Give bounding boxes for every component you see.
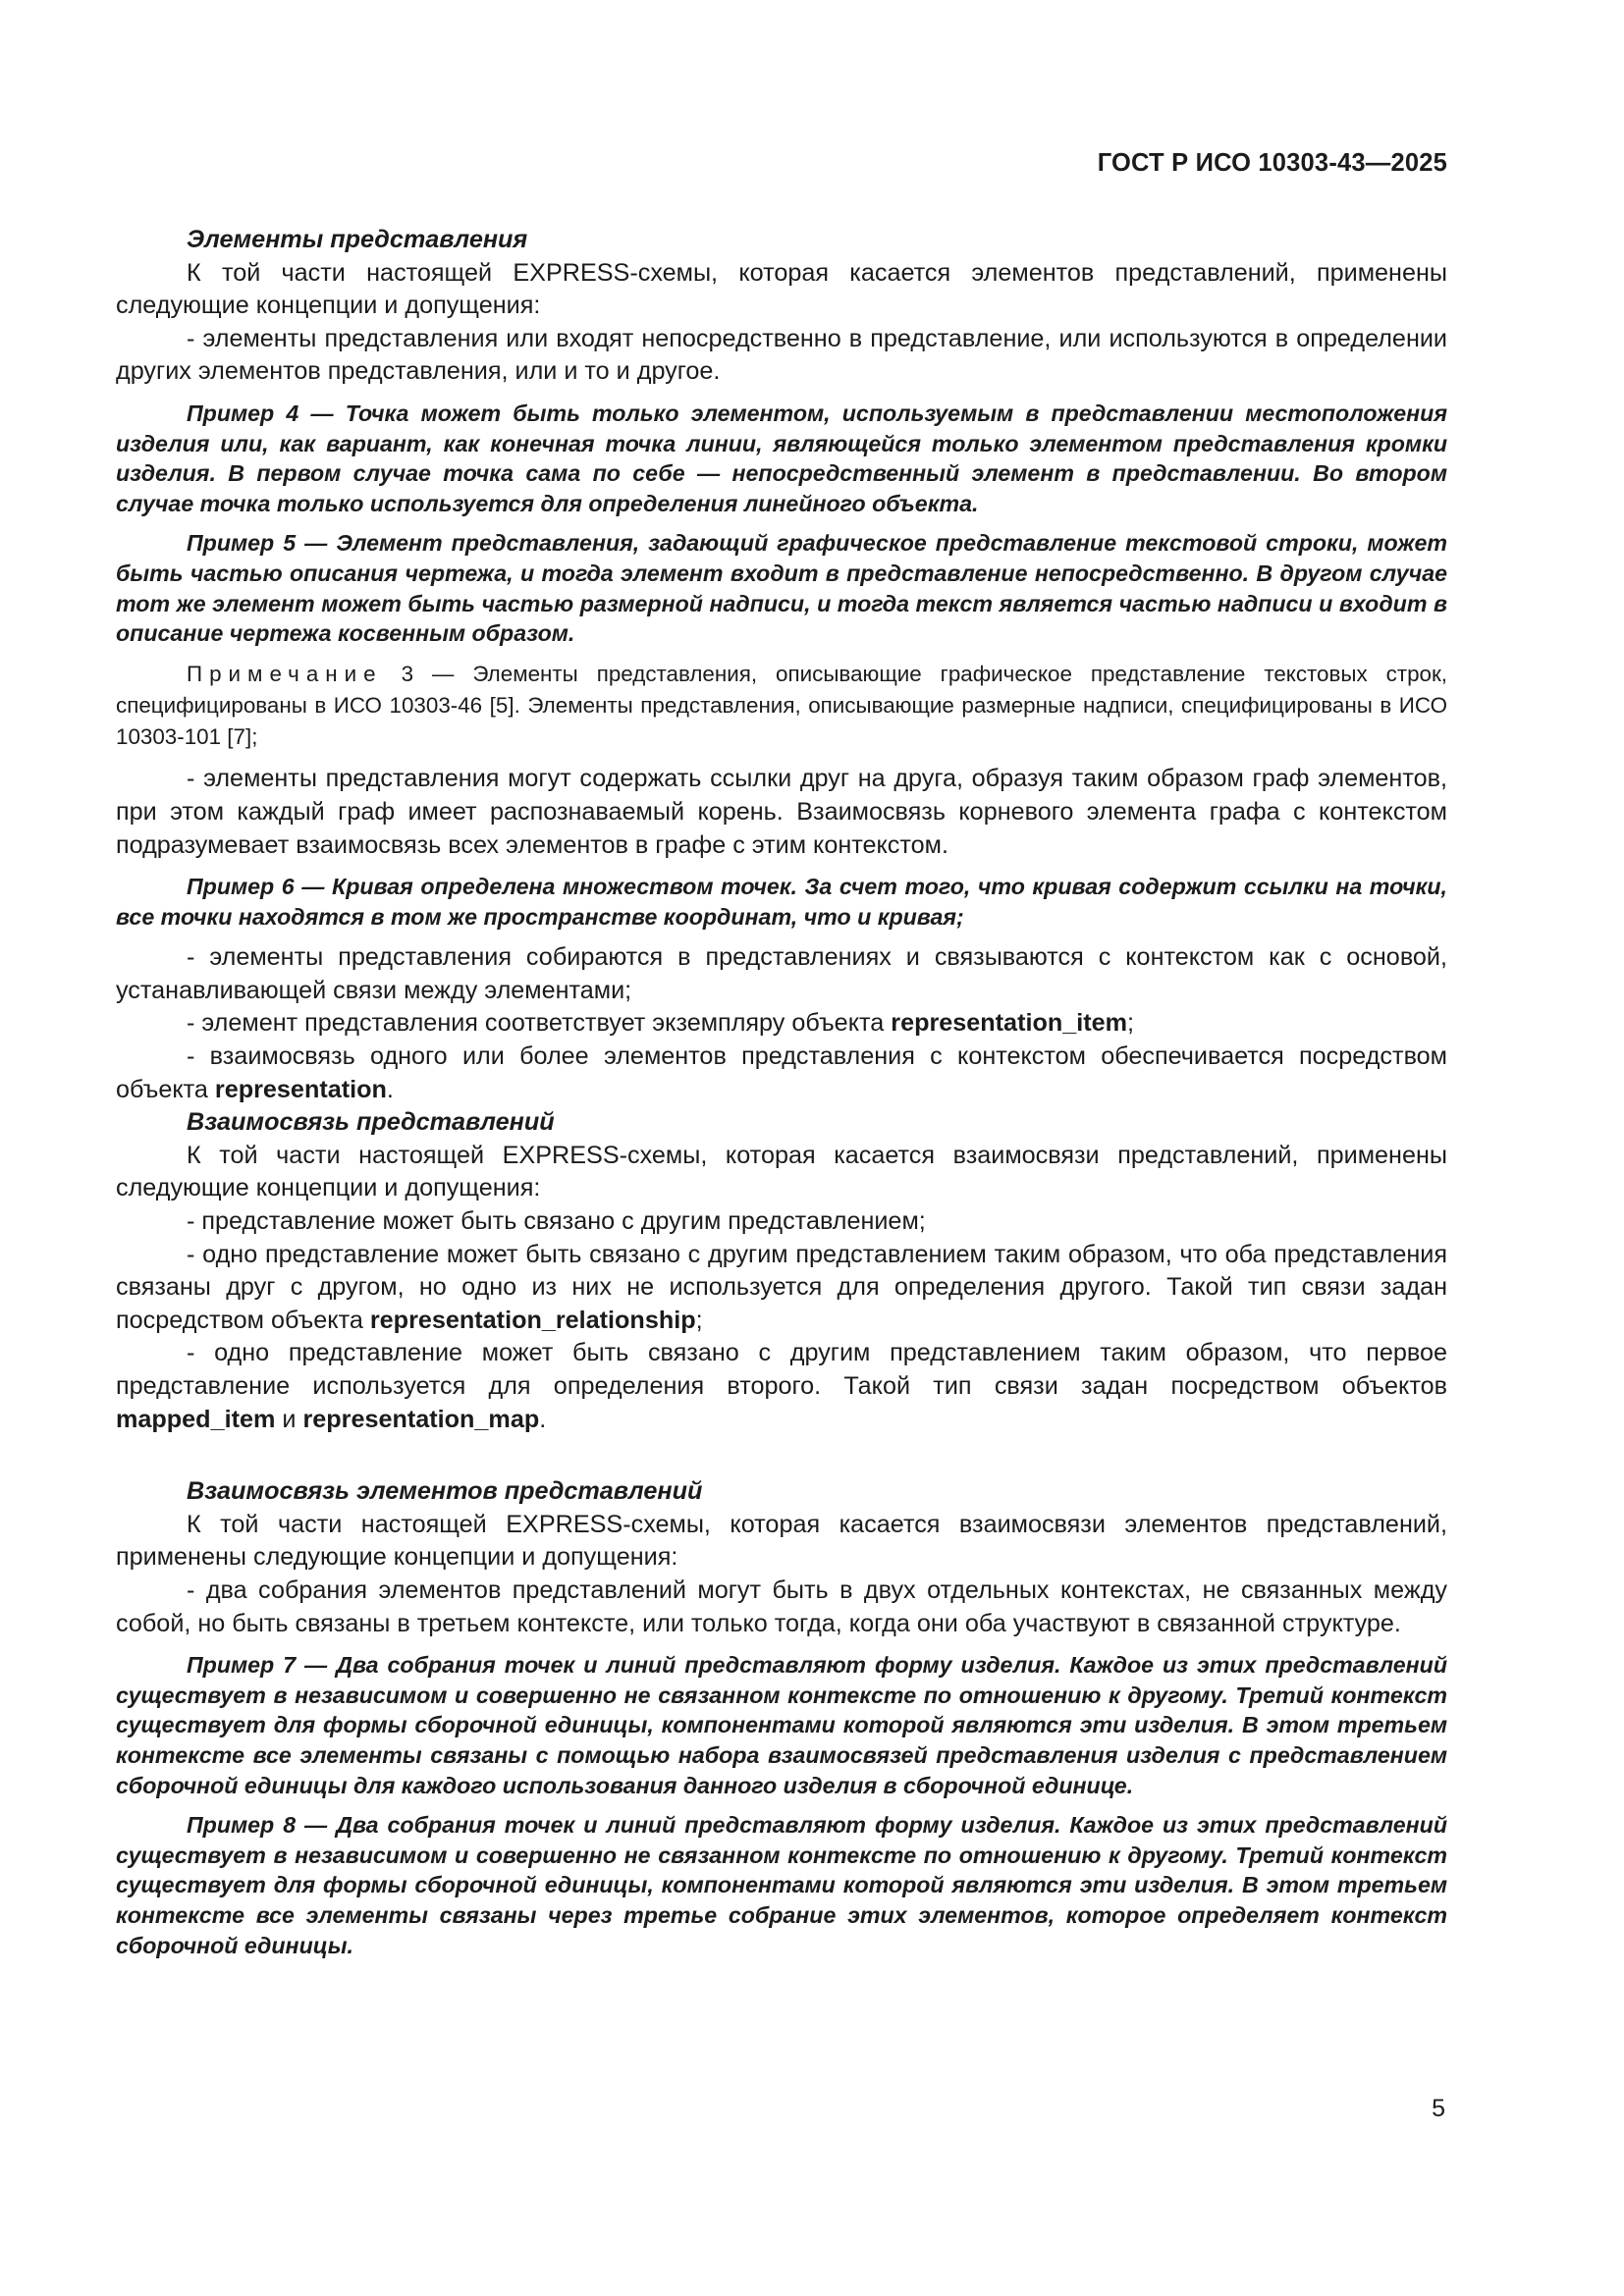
list-item — [116, 1041, 1447, 1106]
entity-term: representation — [214, 1075, 387, 1103]
example-5: Пример 5 — Элемент представления, задающий графическое представление текстовой строки, может быть частью описания чертежа, и тогда элемент входит в представление непосредственно. В другом случае тот же элемент может быть частью размерной надписи, и тогда текст является частью надписи и входит в описание чертежа косвенным образом. — [116, 530, 1447, 647]
section-title-elements: Элементы представления — [187, 226, 528, 253]
list-item-text: и — [275, 1405, 303, 1433]
example-8: Пример 8 — Два собрания точек и линий представляют форму изделия. Каждое из этих представлений существует в независимом и совершенно не связанном контексте по отношению к другому. Третий контекст существует для формы сборочной единицы, компонентами которой являются эти изделия. В этом третьем контексте все элементы связаны через третье собрание этих элементов, которое определяет контекст сборочной единицы. — [116, 1812, 1447, 1958]
list-item — [116, 1239, 1447, 1338]
list-item: - элементы представления или входят непосредственно в представление, или используются в определении других элементов представления, или и то и другое. — [116, 324, 1447, 386]
list-item-text: - взаимосвязь одного или более элементов представления с контекстом обеспечивается посредством объекта — [116, 1042, 1447, 1103]
entity-term: representation_item — [891, 1009, 1128, 1038]
list-item: - элементы представления собираются в представлениях и связываются с контекстом как с основой, устанавливающей связи между элементами; — [116, 943, 1447, 1004]
list-item-text: ; — [1127, 1009, 1135, 1038]
note-label: Примечание — [187, 661, 383, 686]
list-item-text: . — [386, 1075, 394, 1103]
example-6: Пример 6 — Кривая определена множеством точек. За счет того, что кривая содержит ссылки на точки, все точки находятся в том же пространстве координат, что и кривая; — [116, 874, 1447, 930]
list-item: - представление может быть связано с другим представлением; — [187, 1207, 926, 1236]
note-3 — [116, 659, 1447, 754]
section-title-item-relationships: Взаимосвязь элементов представлений — [187, 1477, 703, 1506]
list-item-text: . — [539, 1405, 547, 1433]
paragraph: К той части настоящей EXPRESS-схемы, которая касается элементов представлений, применены следующие концепции и допущения: — [116, 258, 1447, 320]
list-item-text: ; — [695, 1306, 703, 1334]
list-item — [116, 1337, 1447, 1436]
list-item: - два собрания элементов представлений могут быть в двух отдельных контекстах, не связанных между собой, но быть связаны в третьем контексте, или только тогда, когда они оба участвуют в связанной структуре. — [116, 1575, 1447, 1637]
list-item-text: - одно представление может быть связано с другим представлением таким образом, что первое представление используется для определения второго. Такой тип связи задан посредством объектов — [116, 1339, 1447, 1401]
paragraph: К той части настоящей EXPRESS-схемы, которая касается взаимосвязи представлений, применены следующие концепции и допущения: — [116, 1141, 1447, 1202]
list-item: - элементы представления могут содержать ссылки друг на друга, образуя таким образом граф элементов, при этом каждый граф имеет распознаваемый корень. Взаимосвязь корневого элемента графа с контекстом подразумевает взаимосвязь всех элементов в графе с этим контекстом. — [116, 765, 1447, 859]
note-text: 3 — Элементы представления, описывающие графическое представление текстовых строк, специфицированы в ИСО 10303-46 [5]. Элементы представления, описывающие размерные надписи, специфицированы в ИСО 10303-101 [7]; — [116, 661, 1447, 750]
example-4: Пример 4 — Точка может быть только элементом, используемым в представлении местоположения изделия или, как вариант, как конечная точка линии, являющейся только элементом представления кромки изделия. В первом случае точка сама по себе — непосредственный элемент в представлении. Во втором случае точка только используется для определения линейного объекта. — [116, 400, 1447, 516]
page-body — [116, 224, 1447, 1960]
list-item-text: - элемент представления соответствует экземпляру объекта — [187, 1009, 892, 1038]
section-title-relationships: Взаимосвязь представлений — [187, 1108, 555, 1137]
entity-term: mapped_item — [116, 1405, 276, 1433]
standard-designation: ГОСТ Р ИСО 10303-43—2025 — [1097, 149, 1447, 177]
entity-term: representation_map — [302, 1405, 540, 1433]
paragraph: К той части настоящей EXPRESS-схемы, которая касается взаимосвязи элементов представлений, применены следующие концепции и допущения: — [116, 1510, 1447, 1572]
example-7: Пример 7 — Два собрания точек и линий представляют форму изделия. Каждое из этих представлений существует в независимом и совершенно не связанном контексте по отношению к другому. Третий контекст существует для формы сборочной единицы, компонентами которой являются эти изделия. В этом третьем контексте все элементы связаны с помощью набора взаимосвязей представления изделия с представлением сборочной единицы для каждого использования данного изделия в сборочной единице. — [116, 1652, 1447, 1798]
list-item — [116, 1007, 1447, 1041]
page-number: 5 — [1432, 2095, 1445, 2122]
list-item-text: - одно представление может быть связано с другим представлением таким образом, что оба представления связаны друг с другом, но одно из них не используется для определения другого. Такой тип связи задан посредством объекта — [116, 1240, 1447, 1334]
entity-term: representation_relationship — [369, 1306, 696, 1334]
